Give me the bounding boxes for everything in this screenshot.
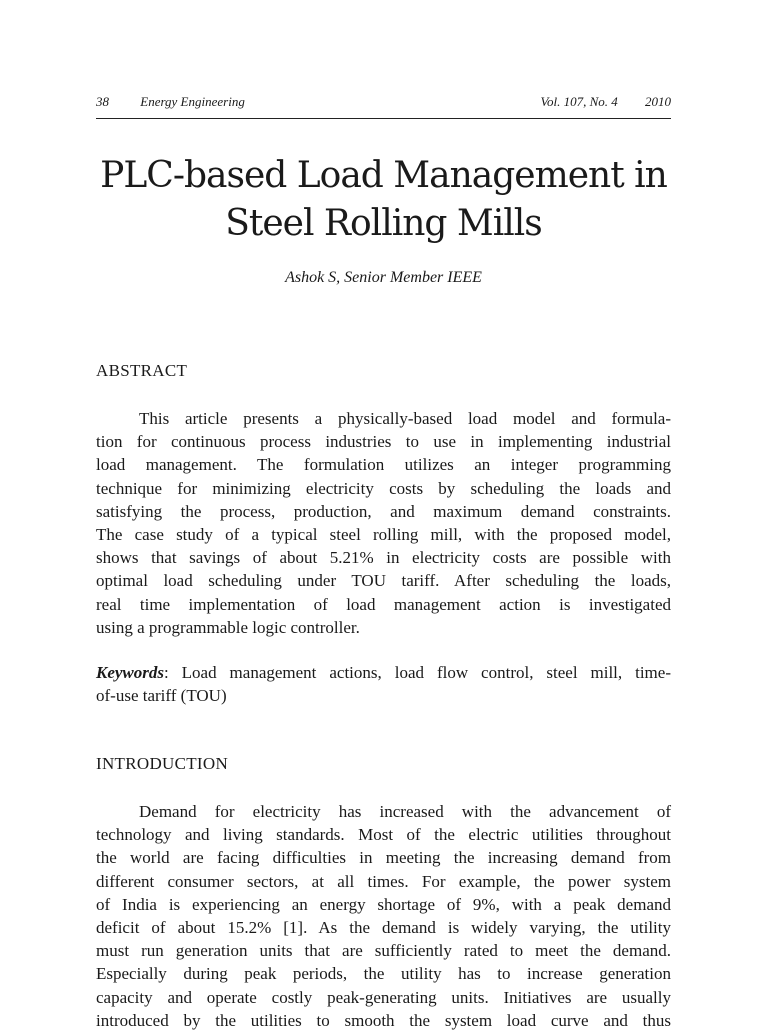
- text-line: capacity and operate costly peak-generating units. Initiatives are usually: [96, 987, 671, 1007]
- keywords-label: Keywords: [96, 663, 164, 682]
- text-line: real time implementation of load management action is investigated: [96, 594, 671, 614]
- text-line: technique for minimizing electricity costs by scheduling the loads and: [96, 478, 671, 498]
- text-line: technology and living standards. Most of the electric utilities throughout: [96, 825, 671, 845]
- keywords-block: [96, 661, 671, 707]
- keywords-line-1: [96, 661, 671, 684]
- text-line: of India is experiencing an energy shortage of 9%, with a peak demand: [96, 894, 671, 914]
- volume-issue: Vol. 107, No. 4: [540, 94, 618, 109]
- keywords-text: : Load management actions, load flow control, steel mill, time-: [164, 663, 671, 682]
- header-left: [96, 94, 245, 110]
- author-line: Ashok S, Senior Member IEEE: [285, 269, 482, 286]
- text-line: Demand for electricity has increased with the advancement of: [139, 802, 671, 821]
- text-line: shows that savings of about 5.21% in electricity costs are possible with: [96, 548, 671, 568]
- text-line: tion for continuous process industries to use in implementing industrial: [96, 432, 671, 452]
- publication-year: 2010: [645, 94, 671, 109]
- text-line: deficit of about 15.2% [1]. As the demand is widely varying, the utility: [96, 918, 671, 938]
- text-line: the world are facing difficulties in meeting the increasing demand from: [96, 848, 671, 868]
- text-line: different consumer sectors, at all times. For example, the power system: [96, 871, 671, 891]
- header-right: [540, 94, 671, 110]
- text-line: Especially during peak periods, the utility has to increase generation: [96, 964, 671, 984]
- text-line: must run generation units that are sufficiently rated to meet the demand.: [96, 941, 671, 961]
- text-line: optimal load scheduling under TOU tariff. After scheduling the loads,: [96, 571, 671, 591]
- title-line-1: PLC-based Load Management in: [100, 155, 667, 196]
- text-line: using a programmable logic controller.: [96, 617, 360, 637]
- text-line: The case study of a typical steel rolling mill, with the proposed model,: [96, 525, 671, 545]
- journal-name: Energy Engineering: [140, 94, 245, 109]
- text-line: load management. The formulation utilizes an integer programming: [96, 455, 671, 475]
- title-line-2: Steel Rolling Mills: [225, 203, 542, 244]
- page-number: 38: [96, 94, 109, 109]
- abstract-body: [96, 407, 671, 639]
- introduction-body: [96, 800, 671, 1032]
- text-line: introduced by the utilities to smooth the system load curve and thus: [96, 1010, 671, 1030]
- text-line: This article presents a physically-based load model and formula-: [139, 409, 671, 428]
- keywords-line-2: of-use tariff (TOU): [96, 686, 227, 706]
- introduction-heading: INTRODUCTION: [96, 754, 229, 773]
- paper-title: [96, 152, 671, 248]
- text-line: satisfying the process, production, and maximum demand constraints.: [96, 501, 671, 521]
- running-header: [96, 94, 671, 119]
- abstract-heading: ABSTRACT: [96, 361, 188, 380]
